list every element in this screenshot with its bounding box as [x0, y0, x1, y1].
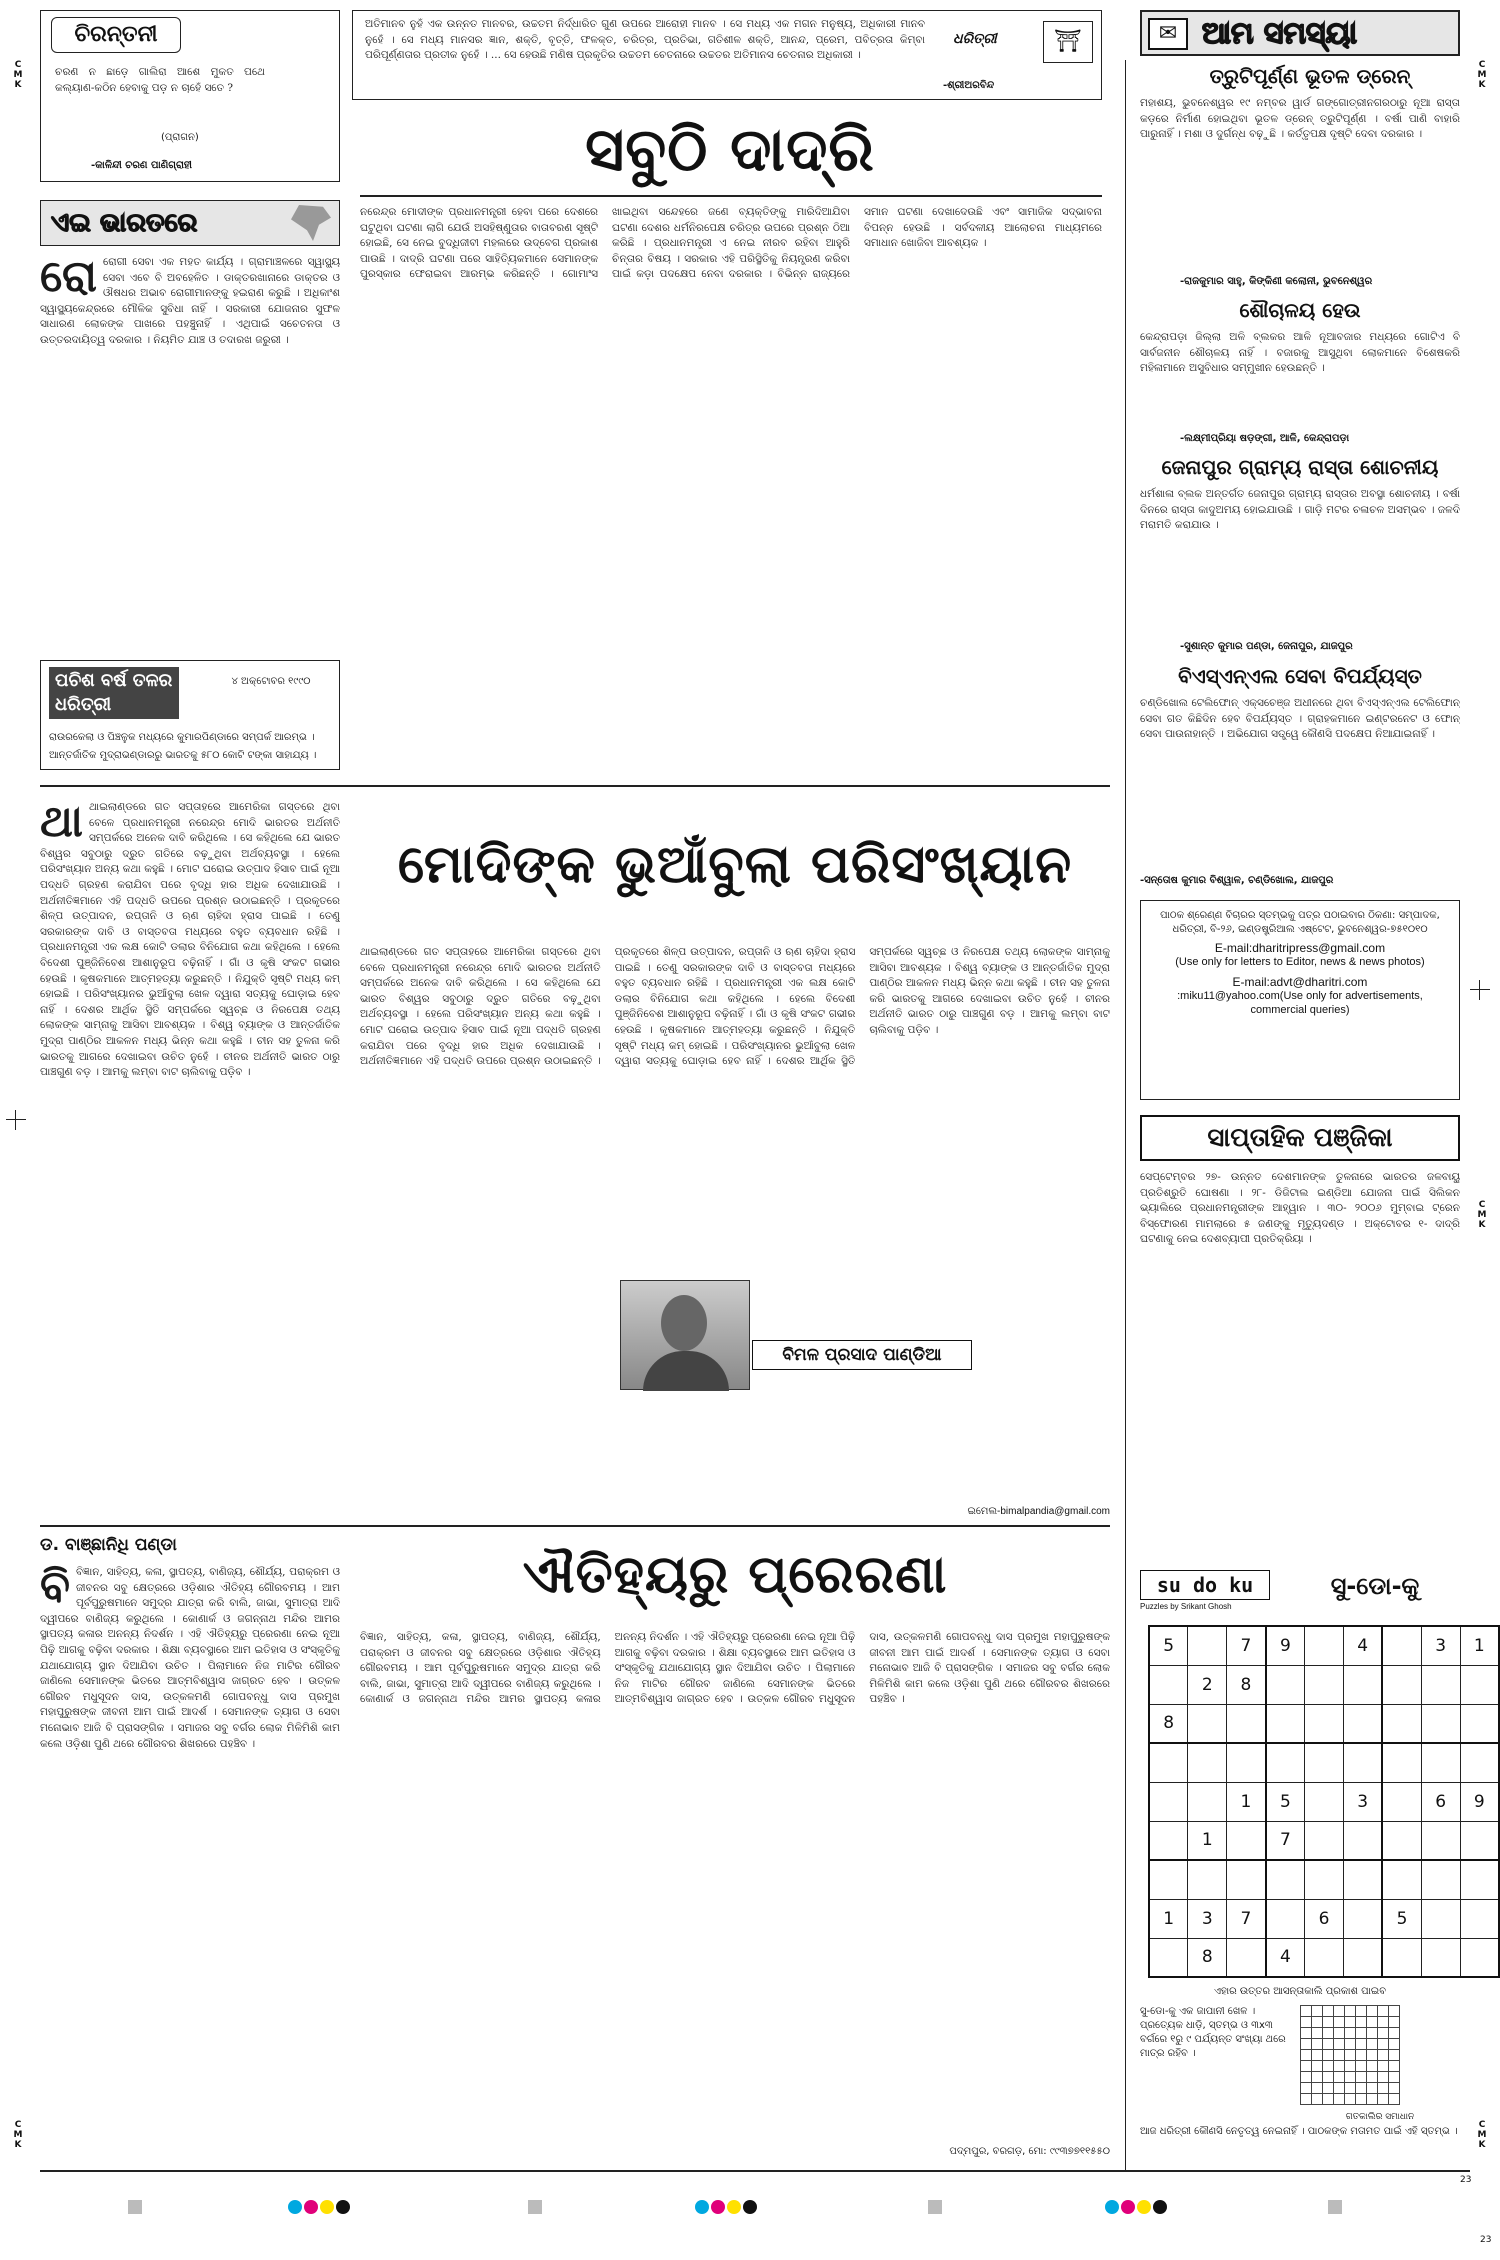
- sudoku-cell[interactable]: [1305, 1743, 1344, 1782]
- ama-samasya-title: ଆମ ସମସ୍ୟା: [1202, 16, 1358, 51]
- contact-note1: (Use only for letters to Editor, news & news photos): [1175, 956, 1425, 968]
- sudoku-cell[interactable]: 7: [1227, 1899, 1266, 1938]
- sudoku-prev-row: [1301, 2039, 1400, 2050]
- sudoku-prev-cell: [1323, 2006, 1334, 2017]
- sudoku-cell[interactable]: 3: [1421, 1626, 1460, 1665]
- sudoku-cell[interactable]: [1149, 1938, 1188, 1977]
- sudoku-cell[interactable]: [1305, 1938, 1344, 1977]
- sudoku-prev-cell: [1345, 2039, 1356, 2050]
- sudoku-prev-cell: [1378, 2072, 1389, 2083]
- color-bar-gray-2: [528, 2200, 542, 2214]
- sudoku-cell[interactable]: [1421, 1938, 1460, 1977]
- sudoku-cell[interactable]: [1305, 1665, 1344, 1704]
- sudoku-cell[interactable]: 1: [1149, 1899, 1188, 1938]
- sudoku-prev-cell: [1389, 2050, 1400, 2061]
- sudoku-cell[interactable]: [1382, 1626, 1421, 1665]
- abhibharat-header: [40, 200, 340, 246]
- sudoku-cell[interactable]: [1343, 1665, 1382, 1704]
- sudoku-cell[interactable]: [1421, 1899, 1460, 1938]
- sudoku-prev-cell: [1378, 2017, 1389, 2028]
- sudoku-row: [1149, 1704, 1499, 1743]
- sudoku-cell[interactable]: [1188, 1782, 1227, 1821]
- envelope-icon: ✉: [1148, 18, 1188, 50]
- sudoku-row: [1149, 1665, 1499, 1704]
- sudoku-prev-cell: [1334, 2072, 1345, 2083]
- sudoku-cell[interactable]: 8: [1227, 1665, 1266, 1704]
- sudoku-prev-cell: [1356, 2083, 1367, 2094]
- letter1-text: ମହାଶୟ, ଭୁବନେଶ୍ୱର ୧୯ ନମ୍ବର ୱାର୍ଡ ଗଙ୍ଗୋତ୍ରୀନଗରଠାରୁ ନୂଆ ରାସ୍ତା କଡ଼ରେ ନିର୍ମାଣ ହୋଇଥିବା ଭୂତଳ ଡ୍ରେନ୍ ତ୍ରୁଟିପୂର୍ଣ୍ଣ । ବର୍ଷା ପାଣି ବାହାରି ପାରୁନାହିଁ । ମଶା ଓ ଦୁର୍ଗନ୍ଧ ବଢ଼ୁଛି । କର୍ତ୍ତୃପକ୍ଷ ଦୃଷ୍ଟି ଦେବା ଦରକାର ।: [1140, 97, 1460, 141]
- sudoku-prev-cell: [1301, 2094, 1312, 2105]
- ama-samasya-banner: [1140, 10, 1460, 56]
- bottom-article-headline: ଐତିହ୍ୟରୁ ପ୍ରେରଣା: [522, 1545, 948, 1605]
- crosshair-left-mid: [6, 1110, 26, 1130]
- sudoku-prev-cell: [1378, 2061, 1389, 2072]
- sudoku-prev-cell: [1345, 2006, 1356, 2017]
- sudoku-prev-cell: [1389, 2039, 1400, 2050]
- sudoku-cell[interactable]: [1227, 1938, 1266, 1977]
- chirantani-quote: ଚରଣ ନ ଛାଡ଼େ ଗାଲିରା ଆଶେ ମୁକତ ପଥେ କଲ୍ୟାଣ-କଠିନ ହେବାକୁ ପଡ଼ ନ ଚାହେଁ ସତେ ?: [55, 66, 265, 94]
- sudoku-cell[interactable]: [1421, 1665, 1460, 1704]
- sudoku-cell[interactable]: [1343, 1899, 1382, 1938]
- sudoku-prev-cell: [1334, 2094, 1345, 2105]
- sudoku-cell[interactable]: 5: [1382, 1899, 1421, 1938]
- editorial-rule: [360, 195, 1102, 197]
- letter4-text: ଚଣ୍ଡିଖୋଲ ଟେଲିଫୋନ୍ ଏକ୍ସଚେଞ୍ଜ ଅଧୀନରେ ଥିବା ବିଏସ୍ଏନ୍ଏଲ ଟେଲିଫୋନ୍ ସେବା ଗତ କିଛିଦିନ ହେବ ବିପର୍ଯ୍ୟସ୍ତ । ଗ୍ରାହକମାନେ ଇଣ୍ଟରନେଟ ଓ ଫୋନ୍ ସେବା ପାଉନାହାନ୍ତି । ଅଭିଯୋଗ ସତ୍ତ୍ୱେ କୌଣସି ପଦକ୍ଷେପ ନିଆଯାଇନାହିଁ ।: [1140, 697, 1460, 741]
- color-dot-magenta-3: [1121, 2200, 1135, 2214]
- sudoku-grid: [1148, 1625, 1500, 1978]
- contact-email2[interactable]: E-mail:advt@dharitri.com: [1232, 975, 1368, 989]
- sudoku-cell[interactable]: 5: [1266, 1782, 1305, 1821]
- sudoku-prev-cell: [1356, 2094, 1367, 2105]
- sudoku-prev-cell: [1312, 2061, 1323, 2072]
- sudoku-cell[interactable]: [1382, 1743, 1421, 1782]
- sudoku-row: [1149, 1860, 1499, 1899]
- sudoku-prev-cell: [1345, 2061, 1356, 2072]
- sudoku-prev-cell: [1345, 2017, 1356, 2028]
- sudoku-cell[interactable]: [1149, 1782, 1188, 1821]
- main-article-email: ଇମେଲ-bimalpandia@gmail.com: [967, 1506, 1110, 1517]
- sudoku-prev-cell: [1323, 2061, 1334, 2072]
- sudoku-cell[interactable]: [1343, 1704, 1382, 1743]
- editorial-headline: ସବୁଠି ଦାଦ୍ରି: [585, 115, 875, 185]
- sudoku-cell[interactable]: [1149, 1860, 1188, 1899]
- sudoku-footer: ଆଜ ଧରିତ୍ରୀ କୌଣସି ନେତୃତ୍ୱ ନେଇନାହିଁ । ପାଠକଙ୍କ ମତାମତ ପାଇଁ ଏହି ସ୍ତମ୍ଭ ।: [1140, 2126, 1458, 2137]
- reg-mark-cmyk-left-bottom: C M K: [13, 2120, 23, 2150]
- sudoku-prev-cell: [1345, 2083, 1356, 2094]
- bottom-article-dropcap: ବି: [40, 1565, 71, 1612]
- sudoku-sub: Puzzles by Srikant Ghosh: [1140, 1602, 1232, 1611]
- sudoku-cell[interactable]: [1421, 1821, 1460, 1860]
- sudoku-brand: su do ku: [1140, 1570, 1270, 1600]
- sudoku-cell[interactable]: [1227, 1821, 1266, 1860]
- sudoku-prev-cell: [1334, 2028, 1345, 2039]
- sudoku-cell[interactable]: [1460, 1860, 1499, 1899]
- abhibharat-body: ରୋଗୀ ସେବା ଏକ ମହତ କାର୍ଯ୍ୟ । ଗ୍ରାମାଞ୍ଚଳରେ ସ୍ୱାସ୍ଥ୍ୟ ସେବା ଏବେ ବି ଅବହେଳିତ । ଡାକ୍ତରଖାନାରେ ଡାକ୍ତର ଓ ଔଷଧର ଅଭାବ ରୋଗୀମାନଙ୍କୁ ହଇରାଣ କରୁଛି । ଅଧିକାଂଶ ସ୍ୱାସ୍ଥ୍ୟକେନ୍ଦ୍ରରେ ମୌଳିକ ସୁବିଧା ନାହିଁ । ସରକାରୀ ଯୋଜନାର ସୁଫଳ ସାଧାରଣ ଲୋକଙ୍କ ପାଖରେ ପହଞ୍ଚୁନାହିଁ । ଏଥିପାଇଁ ସଚେତନତା ଓ ଉତ୍ତରଦାୟିତ୍ୱ ଦରକାର । ନିୟମିତ ଯାଞ୍ଚ ଓ ତଦାରଖ ଜରୁରୀ ।: [40, 256, 340, 346]
- page-number: 23: [1460, 2175, 1472, 2185]
- sudoku-cell[interactable]: [1460, 1665, 1499, 1704]
- sudoku-prev-cell: [1334, 2050, 1345, 2061]
- center-quote-box: [352, 10, 1102, 100]
- sudoku-prev-cell: [1389, 2017, 1400, 2028]
- sudoku-cell[interactable]: [1460, 1704, 1499, 1743]
- sudoku-cell[interactable]: [1227, 1860, 1266, 1899]
- sudoku-prev-cell: [1323, 2028, 1334, 2039]
- sudoku-cell[interactable]: 8: [1188, 1938, 1227, 1977]
- sudoku-cell[interactable]: [1188, 1626, 1227, 1665]
- sudoku-prev-cell: [1345, 2028, 1356, 2039]
- letter3-title: ଜେନାପୁର ଗ୍ରାମ୍ୟ ରାସ୍ତା ଶୋଚନୀୟ: [1161, 455, 1439, 479]
- sudoku-prev-cell: [1345, 2072, 1356, 2083]
- sudoku-prev-cell: [1356, 2017, 1367, 2028]
- sudoku-prev-row: [1301, 2072, 1400, 2083]
- weekly-title: ସାପ୍ତାହିକ ପଞ୍ଜିକା: [1140, 1115, 1460, 1161]
- color-dot-cyan-3: [1105, 2200, 1119, 2214]
- color-dot-yellow-3: [1137, 2200, 1151, 2214]
- author-photo-body: [643, 1351, 729, 1391]
- sudoku-prev-cell: [1378, 2039, 1389, 2050]
- abhibharat-dropcap: ରୋ: [40, 255, 98, 302]
- reg-mark-cmyk-right-mid: C M K: [1477, 1200, 1487, 1230]
- sudoku-row: [1149, 1626, 1499, 1665]
- sudoku-prev-cell: [1367, 2028, 1378, 2039]
- sudoku-row: [1149, 1899, 1499, 1938]
- sudoku-cell[interactable]: [1149, 1821, 1188, 1860]
- color-dot-black-2: [743, 2200, 757, 2214]
- sudoku-cell[interactable]: [1382, 1860, 1421, 1899]
- sudoku-cell[interactable]: 4: [1343, 1626, 1382, 1665]
- sudoku-prev-cell: [1356, 2039, 1367, 2050]
- right-column-rule: [1125, 60, 1126, 2170]
- sudoku-note: ଏହାର ଉତ୍ତର ଆସନ୍ତାକାଲି ପ୍ରକାଶ ପାଇବ: [1213, 1986, 1387, 1997]
- sudoku-cell[interactable]: 3: [1343, 1782, 1382, 1821]
- sudoku-prev-cell: [1378, 2083, 1389, 2094]
- sudoku-prev-row: [1301, 2017, 1400, 2028]
- sudoku-prev-row: [1301, 2061, 1400, 2072]
- sudoku-prev-grid: [1300, 2005, 1400, 2105]
- color-dot-yellow-1: [320, 2200, 334, 2214]
- letter2-sign: -ଲକ୍ଷ୍ମୀପ୍ରିୟା ଷଡ଼ଙ୍ଗୀ, ଆଳି, କେନ୍ଦ୍ରାପଡ଼ା: [1180, 433, 1350, 444]
- sudoku-prev-cell: [1389, 2072, 1400, 2083]
- sudoku-cell[interactable]: 3: [1188, 1899, 1227, 1938]
- chirantani-box: [40, 10, 340, 182]
- sudoku-cell[interactable]: [1343, 1743, 1382, 1782]
- sudoku-cell[interactable]: [1188, 1860, 1227, 1899]
- main-article-body-1: ଥାଇଲାଣ୍ଡରେ ଗତ ସପ୍ତାହରେ ଆମେରିକା ଗସ୍ତରେ ଥିବା ବେଳେ ପ୍ରଧାନମନ୍ତ୍ରୀ ନରେନ୍ଦ୍ର ମୋଦି ଭାରତର ଅର୍ଥନୀତି ସମ୍ପର୍କରେ ଅନେକ ଦାବି କରିଥିଲେ । ସେ କହିଥିଲେ ଯେ ଭାରତ ବିଶ୍ୱର ସବୁଠାରୁ ଦ୍ରୁତ ଗତିରେ ବଢ଼ୁଥିବା ଅର୍ଥବ୍ୟବସ୍ଥା । ହେଲେ ପରିସଂଖ୍ୟାନ ଅନ୍ୟ କଥା କହୁଛି । ମୋଟ ଘରୋଇ ଉତ୍ପାଦ ହିସାବ ପାଇଁ ନୂଆ ପଦ୍ଧତି ଗ୍ରହଣ କରାଯିବା ପରେ ବୃଦ୍ଧି ହାର ଅଧିକ ଦେଖାଯାଉଛି । ଅର୍ଥନୀତିଜ୍ଞମାନେ ଏହି ପଦ୍ଧତି ଉପରେ ପ୍ରଶ୍ନ ଉଠାଇଛନ୍ତି । ପ୍ରକୃତରେ ଶିଳ୍ପ ଉତ୍ପାଦନ, ରପ୍ତାନି ଓ ଋଣ ଚାହିଦା ହ୍ରାସ ପାଇଛି । ତେଣୁ ସରକାରଙ୍କ ଦାବି ଓ ବାସ୍ତବତା ମଧ୍ୟରେ ବହୁତ ବ୍ୟବଧାନ ରହିଛି । ପ୍ରଧାନମନ୍ତ୍ରୀ ଏକ ଲକ୍ଷ କୋଟି ଡଲାର ବିନିଯୋଗ କଥା କହିଥିଲେ । ହେଲେ ବିଦେଶୀ ପୁଞ୍ଜିନିବେଶ ଆଶାନୁରୂପ ବଢ଼ିନାହିଁ । ଗାଁ ଓ କୃଷି ସଂକଟ ଗଭୀର ହେଉଛି । କୃଷକମାନେ ଆତ୍ମହତ୍ୟା କରୁଛନ୍ତି । ନିଯୁକ୍ତି ସୃଷ୍ଟି ମଧ୍ୟ କମ୍ ହୋଇଛି । ପରିସଂଖ୍ୟାନର ଭୁଆଁବୁଲା ଖେଳ ଦ୍ୱାରା ସତ୍ୟକୁ ଘୋଡ଼ାଇ ହେବ ନାହିଁ । ଦେଶର ଆର୍ଥିକ ସ୍ଥିତି ସମ୍ପର୍କରେ ସ୍ୱଚ୍ଛ ଓ ନିରପେକ୍ଷ ତଥ୍ୟ ଲୋକଙ୍କ ସାମ୍ନାକୁ ଆସିବା ଆବଶ୍ୟକ । ବିଶ୍ୱ ବ୍ୟାଙ୍କ ଓ ଆନ୍ତର୍ଜାତିକ ମୁଦ୍ରା ପାଣ୍ଠିର ଆକଳନ ମଧ୍ୟ ଭିନ୍ନ କଥା କହୁଛି । ଚୀନ ସହ ତୁଳନା କରି ଭାରତକୁ ଆଗରେ ଦେଖାଇବା ଉଚିତ ନୁହେଁ । ଚୀନର ଅର୍ଥନୀତି ଭାରତ ଠାରୁ ପାଞ୍ଚଗୁଣ ବଡ଼ । ଆମକୁ ଲମ୍ବା ବାଟ ଚାଲିବାକୁ ପଡ଼ିବ ।: [40, 801, 340, 1079]
- main-article-author: ବିମଳ ପ୍ରସାଦ ପାଣ୍ଡିଆ: [752, 1340, 972, 1370]
- india-map-icon: [291, 205, 331, 241]
- sudoku-prev-cell: [1323, 2072, 1334, 2083]
- sudoku-prev-cell: [1301, 2061, 1312, 2072]
- sudoku-prev-cell: [1345, 2094, 1356, 2105]
- sudoku-cell[interactable]: [1305, 1626, 1344, 1665]
- sudoku-cell[interactable]: [1343, 1860, 1382, 1899]
- sudoku-cell[interactable]: [1305, 1782, 1344, 1821]
- letter4-title: ବିଏସ୍ଏନ୍ଏଲ ସେବା ବିପର୍ଯ୍ୟସ୍ତ: [1178, 664, 1422, 688]
- sudoku-prev-cell: [1356, 2028, 1367, 2039]
- sudoku-cell[interactable]: [1460, 1821, 1499, 1860]
- bottom-rule: [40, 2170, 1470, 2172]
- sudoku-cell[interactable]: 1: [1227, 1782, 1266, 1821]
- chirantani-author: -କାଳିନ୍ଦୀ ଚରଣ ପାଣିଗ୍ରାହୀ: [91, 160, 192, 171]
- sudoku-cell[interactable]: [1305, 1860, 1344, 1899]
- sudoku-cell[interactable]: [1266, 1743, 1305, 1782]
- sudoku-prev-cell: [1356, 2050, 1367, 2061]
- sudoku-prev-cell: [1323, 2039, 1334, 2050]
- main-article-leftcol: [40, 800, 340, 1520]
- sudoku-cell[interactable]: [1343, 1938, 1382, 1977]
- color-bar-gray-3: [928, 2200, 942, 2214]
- sudoku-prev-cell: [1367, 2083, 1378, 2094]
- sudoku-cell[interactable]: [1227, 1704, 1266, 1743]
- sudoku-cell[interactable]: 5: [1149, 1626, 1188, 1665]
- bottom-article-body-2: ବିଜ୍ଞାନ, ସାହିତ୍ୟ, କଳା, ସ୍ଥାପତ୍ୟ, ବାଣିଜ୍ୟ, ଶୌର୍ଯ୍ୟ, ପରାକ୍ରମ ଓ ଜୀବନର ସବୁ କ୍ଷେତ୍ରରେ ଓଡ଼ିଶାର ଐତିହ୍ୟ ଗୌରବମୟ । ଆମ ପୂର୍ବପୁରୁଷମାନେ ସମୁଦ୍ର ଯାତ୍ରା କରି ବାଲି, ଜାଭା, ସୁମାତ୍ରା ଆଦି ଦ୍ୱୀପରେ ବାଣିଜ୍ୟ କରୁଥିଲେ । କୋଣାର୍କ ଓ ଜଗନ୍ନାଥ ମନ୍ଦିର ଆମର ସ୍ଥାପତ୍ୟ କଳାର ଅନନ୍ୟ ନିଦର୍ଶନ । ଏହି ଐତିହ୍ୟରୁ ପ୍ରେରଣା ନେଇ ନୂଆ ପିଢ଼ି ଆଗକୁ ବଢ଼ିବା ଦରକାର । ଶିକ୍ଷା ବ୍ୟବସ୍ଥାରେ ଆମ ଇତିହାସ ଓ ସଂସ୍କୃତିକୁ ଯଥାଯୋଗ୍ୟ ସ୍ଥାନ ଦିଆଯିବା ଉଚିତ । ପିଲାମାନେ ନିଜ ମାଟିର ଗୌରବ ଜାଣିଲେ ସେମାନଙ୍କ ଭିତରେ ଆତ୍ମବିଶ୍ୱାସ ଜାଗ୍ରତ ହେବ । ଉତ୍କଳ ଗୌରବ ମଧୁସୂଦନ ଦାସ, ଉତ୍କଳମଣି ଗୋପବନ୍ଧୁ ଦାସ ପ୍ରମୁଖ ମହାପୁରୁଷଙ୍କ ଜୀବନୀ ଆମ ପାଇଁ ଆଦର୍ଶ । ସେମାନଙ୍କ ତ୍ୟାଗ ଓ ସେବା ମନୋଭାବ ଆଜି ବି ପ୍ରାସଙ୍ଗିକ । ସମାଜର ସବୁ ବର୍ଗର ଲୋକ ମିଳିମିଶି କାମ କଲେ ଓଡ଼ିଶା ପୁଣି ଥରେ ଗୌରବର ଶିଖରରେ ପହଞ୍ଚିବ ।: [360, 1631, 1110, 1706]
- sudoku-prev-cell: [1312, 2006, 1323, 2017]
- letter3-sign: -ସୁଶାନ୍ତ କୁମାର ପଣ୍ଡା, ଜେନାପୁର, ଯାଜପୁର: [1180, 641, 1353, 652]
- contact-box: [1140, 900, 1460, 1100]
- main-article-headline: ମୋଦିଙ୍କ ଭୁଆଁବୁଲା ପରିସଂଖ୍ୟାନ: [397, 835, 1073, 895]
- reg-mark-cmyk-right-bottom: C M K: [1477, 2120, 1487, 2150]
- sudoku-prev-cell: [1367, 2039, 1378, 2050]
- color-bar-gray-1: [128, 2200, 142, 2214]
- sudoku-prev-cell: [1389, 2006, 1400, 2017]
- color-dot-magenta-1: [304, 2200, 318, 2214]
- contact-email1[interactable]: E-mail:dharitripress@gmail.com: [1214, 941, 1386, 955]
- sudoku-cell[interactable]: [1382, 1782, 1421, 1821]
- bottom-article-author: ଡ. ବାଞ୍ଛାନିଧି ପଣ୍ଡା: [40, 1535, 177, 1555]
- dharitri-logo-text: ଧରିତ୍ରୀ: [953, 31, 997, 47]
- sudoku-prev-cell: [1312, 2094, 1323, 2105]
- sudoku-cell[interactable]: 1: [1188, 1821, 1227, 1860]
- sudoku-cell[interactable]: [1421, 1743, 1460, 1782]
- sudoku-cell[interactable]: [1149, 1665, 1188, 1704]
- sudoku-prev-cell: [1378, 2028, 1389, 2039]
- sudoku-prev-cell: [1334, 2006, 1345, 2017]
- sudoku-cell[interactable]: [1382, 1938, 1421, 1977]
- sudoku-prev-cell: [1367, 2061, 1378, 2072]
- sudoku-prev-cell: [1301, 2039, 1312, 2050]
- sudoku-cell[interactable]: [1382, 1821, 1421, 1860]
- dharitri-25-item2: ଆନ୍ତର୍ଜାତିକ ମୁଦ୍ରାଭଣ୍ଡାରରୁ ଭାରତକୁ ୫୮୦ କୋଟି ଟଙ୍କା ସାହାଯ୍ୟ ।: [49, 750, 317, 761]
- sudoku-cell[interactable]: [1188, 1704, 1227, 1743]
- crosshair-right-mid: [1470, 980, 1490, 1000]
- sudoku-prev-cell: [1334, 2061, 1345, 2072]
- sudoku-row: [1149, 1821, 1499, 1860]
- sudoku-prev-label: ଗତକାଲିର ସମାଧାନ: [1345, 2112, 1415, 2122]
- sudoku-prev-row: [1301, 2094, 1400, 2105]
- sudoku-prev-cell: [1334, 2017, 1345, 2028]
- top-section-rule: [40, 785, 1110, 787]
- main-article-body-2: ଥାଇଲାଣ୍ଡରେ ଗତ ସପ୍ତାହରେ ଆମେରିକା ଗସ୍ତରେ ଥିବା ବେଳେ ପ୍ରଧାନମନ୍ତ୍ରୀ ନରେନ୍ଦ୍ର ମୋଦି ଭାରତର ଅର୍ଥନୀତି ସମ୍ପର୍କରେ ଅନେକ ଦାବି କରିଥିଲେ । ସେ କହିଥିଲେ ଯେ ଭାରତ ବିଶ୍ୱର ସବୁଠାରୁ ଦ୍ରୁତ ଗତିରେ ବଢ଼ୁଥିବା ଅର୍ଥବ୍ୟବସ୍ଥା । ହେଲେ ପରିସଂଖ୍ୟାନ ଅନ୍ୟ କଥା କହୁଛି । ମୋଟ ଘରୋଇ ଉତ୍ପାଦ ହିସାବ ପାଇଁ ନୂଆ ପଦ୍ଧତି ଗ୍ରହଣ କରାଯିବା ପରେ ବୃଦ୍ଧି ହାର ଅଧିକ ଦେଖାଯାଉଛି । ଅର୍ଥନୀତିଜ୍ଞମାନେ ଏହି ପଦ୍ଧତି ଉପରେ ପ୍ରଶ୍ନ ଉଠାଇଛନ୍ତି । ପ୍ରକୃତରେ ଶିଳ୍ପ ଉତ୍ପାଦନ, ରପ୍ତାନି ଓ ଋଣ ଚାହିଦା ହ୍ରାସ ପାଇଛି । ତେଣୁ ସରକାରଙ୍କ ଦାବି ଓ ବାସ୍ତବତା ମଧ୍ୟରେ ବହୁତ ବ୍ୟବଧାନ ରହିଛି । ପ୍ରଧାନମନ୍ତ୍ରୀ ଏକ ଲକ୍ଷ କୋଟି ଡଲାର ବିନିଯୋଗ କଥା କହିଥିଲେ । ହେଲେ ବିଦେଶୀ ପୁଞ୍ଜିନିବେଶ ଆଶାନୁରୂପ ବଢ଼ିନାହିଁ । ଗାଁ ଓ କୃଷି ସଂକଟ ଗଭୀର ହେଉଛି । କୃଷକମାନେ ଆତ୍ମହତ୍ୟା କରୁଛନ୍ତି । ନିଯୁକ୍ତି ସୃଷ୍ଟି ମଧ୍ୟ କମ୍ ହୋଇଛି । ପରିସଂଖ୍ୟାନର ଭୁଆଁବୁଲା ଖେଳ ଦ୍ୱାରା ସତ୍ୟକୁ ଘୋଡ଼ାଇ ହେବ ନାହିଁ । ଦେଶର ଆର୍ଥିକ ସ୍ଥିତି ସମ୍ପର୍କରେ ସ୍ୱଚ୍ଛ ଓ ନିରପେକ୍ଷ ତଥ୍ୟ ଲୋକଙ୍କ ସାମ୍ନାକୁ ଆସିବା ଆବଶ୍ୟକ । ବିଶ୍ୱ ବ୍ୟାଙ୍କ ଓ ଆନ୍ତର୍ଜାତିକ ମୁଦ୍ରା ପାଣ୍ଠିର ଆକଳନ ମଧ୍ୟ ଭିନ୍ନ କଥା କହୁଛି । ଚୀନ ସହ ତୁଳନା କରି ଭାରତକୁ ଆଗରେ ଦେଖାଇବା ଉଚିତ ନୁହେଁ । ଚୀନର ଅର୍ଥନୀତି ଭାରତ ଠାରୁ ପାଞ୍ଚଗୁଣ ବଡ଼ । ଆମକୁ ଲମ୍ବା ବାଟ ଚାଲିବାକୁ ପଡ଼ିବ ।: [360, 946, 1110, 1068]
- sudoku-prev-cell: [1312, 2039, 1323, 2050]
- letter4-sign: -ସନ୍ତୋଷ କୁମାର ବିଶ୍ୱାଳ, ଚଣ୍ଡିଖୋଲ, ଯାଜପୁର: [1140, 875, 1334, 886]
- color-dot-cyan-1: [288, 2200, 302, 2214]
- sudoku-prev-cell: [1334, 2039, 1345, 2050]
- sudoku-prev-cell: [1389, 2094, 1400, 2105]
- sudoku-cell[interactable]: 4: [1266, 1938, 1305, 1977]
- sudoku-prev-cell: [1301, 2050, 1312, 2061]
- sudoku-cell[interactable]: [1382, 1704, 1421, 1743]
- dharitri-25-item1: ରାଉରକେଲା ଓ ପିଞ୍ଚଳୁକ ମଧ୍ୟରେ କୁମାରପିଣ୍ଡାରେ ସମ୍ପର୍କ ଆରମ୍ଭ ।: [49, 732, 315, 743]
- sudoku-prev-row: [1301, 2050, 1400, 2061]
- contact-email3[interactable]: :miku11@yahoo.com(Use only for advertisements, commercial queries): [1177, 990, 1423, 1016]
- dharitri-25-box: [40, 660, 340, 770]
- letter2-text: କେନ୍ଦ୍ରାପଡ଼ା ଜିଲ୍ଲା ଅଳି ବ୍ଲକର ଆଳି ନୂଆବଜାର ମଧ୍ୟରେ ଗୋଟିଏ ବି ସାର୍ବଜନୀନ ଶୌଚାଳୟ ନାହିଁ । ବଜାରକୁ ଆସୁଥିବା ଲୋକମାନେ ବିଶେଷକରି ମହିଳାମାନେ ଅସୁବିଧାର ସମ୍ମୁଖୀନ ହେଉଛନ୍ତି ।: [1140, 331, 1460, 375]
- sudoku-prev-wrap: [1300, 2005, 1400, 2105]
- sudoku-cell[interactable]: 9: [1266, 1626, 1305, 1665]
- sudoku-prev-cell: [1301, 2083, 1312, 2094]
- author-photo: [620, 1280, 750, 1390]
- editorial-body: ନରେନ୍ଦ୍ର ମୋଦୀଙ୍କ ପ୍ରଧାନମନ୍ତ୍ରୀ ହେବା ପରେ ଦେଶରେ ଘଟୁଥିବା ଘଟଣା ଲାଗି ଯେଉଁ ଅସହିଷ୍ଣୁତାର ବାତାବରଣ ସୃଷ୍ଟି ହୋଇଛି, ସେ ନେଇ ବୁଦ୍ଧିଜୀବୀ ମହଲରେ ଉଦ୍‌ବେଗ ପ୍ରକାଶ ପାଉଛି । ଦାଦ୍ରି ଘଟଣା ପରେ ସାହିତ୍ୟିକମାନେ ସେମାନଙ୍କ ପୁରସ୍କାର ଫେରାଇବା ଆରମ୍ଭ କରିଛନ୍ତି । ଗୋମାଂସ ଖାଇଥିବା ସନ୍ଦେହରେ ଜଣେ ବ୍ୟକ୍ତିଙ୍କୁ ମାରିଦିଆଯିବା ଘଟଣା ଦେଶର ଧର୍ମନିରପେକ୍ଷ ଚରିତ୍ର ଉପରେ ପ୍ରଶ୍ନ ଠିଆ କରିଛି । ପ୍ରଧାନମନ୍ତ୍ରୀ ଏ ନେଇ ନୀରବ ରହିବା ଆହୁରି ଚିନ୍ତାର ବିଷୟ । ସରକାର ଏହି ପରିସ୍ଥିତିକୁ ନିୟନ୍ତ୍ରଣ କରିବା ପାଇଁ କଡ଼ା ପଦକ୍ଷେପ ନେବା ଦରକାର । ବିଭିନ୍ନ ରାଜ୍ୟରେ ସମାନ ଘଟଣା ଦେଖାଦେଉଛି ଏବଂ ସାମାଜିକ ସଦ୍‌ଭାବନା ବିପନ୍ନ ହେଉଛି । ସର୍ବଦଳୀୟ ଆଲୋଚନା ମାଧ୍ୟମରେ ସମାଧାନ ଖୋଜିବା ଆବଶ୍ୟକ ।: [360, 206, 1102, 281]
- sudoku-prev-cell: [1378, 2006, 1389, 2017]
- sudoku-cell[interactable]: [1188, 1743, 1227, 1782]
- sudoku-prev-row: [1301, 2083, 1400, 2094]
- sudoku-prev-cell: [1312, 2028, 1323, 2039]
- sudoku-prev-cell: [1323, 2083, 1334, 2094]
- letter1-title: ତ୍ରୁଟିପୂର୍ଣ୍ଣ ଭୂତଳ ଡ୍ରେନ୍: [1209, 64, 1411, 88]
- sudoku-prev-cell: [1378, 2094, 1389, 2105]
- sudoku-prev-cell: [1378, 2050, 1389, 2061]
- sudoku-prev-cell: [1323, 2050, 1334, 2061]
- sudoku-rules: ସୁ-ଡୋ-କୁ ଏକ ଜାପାନୀ ଖେଳ । ପ୍ରତ୍ୟେକ ଧାଡ଼ି, ସ୍ତମ୍ଭ ଓ ୩x୩ ବର୍ଗରେ ୧ରୁ ୯ ପର୍ଯ୍ୟନ୍ତ ସଂଖ୍ୟା ଥରେ ମାତ୍ର ରହିବ ।: [1140, 2006, 1286, 2059]
- author-photo-face: [661, 1295, 707, 1351]
- weekly-text: ସେପ୍ଟେମ୍ବର ୨୭- ଉନ୍ନତ ଦେଶମାନଙ୍କ ତୁଳନାରେ ଭାରତର ଜଳବାୟୁ ପ୍ରତିଶ୍ରୁତି ଘୋଷଣା । ୨୮- ଡିଜିଟାଲ ଇଣ୍ଡିଆ ଯୋଜନା ପାଇଁ ସିଲିକନ ଭ୍ୟାଲିରେ ପ୍ରଧାନମନ୍ତ୍ରୀଙ୍କ ଆହ୍ୱାନ । ୩୦- ୨୦୦୬ ମୁମ୍ବାଇ ଟ୍ରେନ ବିସ୍ଫୋରଣ ମାମଲାରେ ୫ ଜଣଙ୍କୁ ମୃତ୍ୟୁଦଣ୍ଡ । ଅକ୍ଟୋବର ୧- ଦାଦ୍ରି ଘଟଣାକୁ ନେଇ ଦେଶବ୍ୟାପୀ ପ୍ରତିକ୍ରିୟା ।: [1140, 1171, 1460, 1246]
- sudoku-title: ସୁ-ଡୋ-କୁ: [1330, 1572, 1420, 1600]
- chirantani-title: ଚିରନ୍ତନୀ: [51, 17, 181, 53]
- center-quote-author: -ଶ୍ରୀଅରବିନ୍ଦ: [943, 80, 995, 91]
- sudoku-prev-cell: [1389, 2083, 1400, 2094]
- sudoku-prev-cell: [1301, 2017, 1312, 2028]
- sudoku-prev-cell: [1301, 2072, 1312, 2083]
- sudoku-cell[interactable]: [1149, 1743, 1188, 1782]
- sudoku-prev-row: [1301, 2028, 1400, 2039]
- letter2-title: ଶୌଚାଳୟ ହେଉ: [1239, 298, 1361, 322]
- color-dot-black-3: [1153, 2200, 1167, 2214]
- sudoku-prev-cell: [1356, 2006, 1367, 2017]
- letter1-sign: -ରାଜକୁମାର ସାହୁ, କିଙ୍କିଣୀ କଲୋନୀ, ଭୁବନେଶ୍ୱର: [1180, 276, 1373, 287]
- sudoku-cell[interactable]: 1: [1460, 1626, 1499, 1665]
- sudoku-prev-cell: [1345, 2050, 1356, 2061]
- sudoku-row: [1149, 1743, 1499, 1782]
- contact-text: ପାଠକ ଶ୍ରେଣ୍ଣ ବିଚାରର ସ୍ତମ୍ଭକୁ ପତ୍ର ପଠାଇବାର ଠିକଣା: ସମ୍ପାଦକ, ଧରିତ୍ରୀ, ବି-୨୬, ଇଣ୍ଡଷ୍ଟ୍ରିଆଲ ଏଷ୍ଟେଟ, ଭୁବନେଶ୍ୱର-୭୫୧୦୧୦: [1160, 910, 1440, 935]
- main-article-dropcap: ଥା: [40, 800, 83, 847]
- sudoku-prev-cell: [1389, 2061, 1400, 2072]
- chirantani-source: (ପ୍ରାଗନ): [161, 132, 199, 143]
- sudoku-cell[interactable]: [1266, 1665, 1305, 1704]
- page-number-bottom: 23: [1480, 2235, 1492, 2245]
- sudoku-prev-cell: [1389, 2028, 1400, 2039]
- sudoku-cell[interactable]: [1266, 1860, 1305, 1899]
- sudoku-prev-cell: [1356, 2072, 1367, 2083]
- sudoku-row: [1149, 1782, 1499, 1821]
- sudoku-cell[interactable]: 9: [1460, 1782, 1499, 1821]
- bottom-article-byline: ପଦ୍ମପୁର, ବରଗଡ଼, ମୋ: ୯୯୩୭୭୧୧୫୫୦: [949, 2146, 1110, 2157]
- dharitri-logo-icon: ⛩: [1043, 21, 1093, 63]
- sudoku-prev-cell: [1312, 2083, 1323, 2094]
- main-section-rule: [40, 1525, 1110, 1527]
- sudoku-prev-cell: [1367, 2072, 1378, 2083]
- sudoku-cell[interactable]: [1460, 1938, 1499, 1977]
- sudoku-prev-cell: [1334, 2083, 1345, 2094]
- reg-mark-cmyk-right-top: C M K: [1477, 60, 1487, 90]
- sudoku-prev-cell: [1301, 2006, 1312, 2017]
- sudoku-prev-cell: [1312, 2072, 1323, 2083]
- dharitri-25-date: ୪ ଅକ୍ଟୋବର ୧୯୯୦: [231, 676, 311, 687]
- sudoku-cell[interactable]: [1266, 1704, 1305, 1743]
- sudoku-prev-cell: [1367, 2006, 1378, 2017]
- sudoku-grid-wrap: [1148, 1625, 1500, 1978]
- sudoku-cell[interactable]: [1460, 1743, 1499, 1782]
- sudoku-cell[interactable]: [1421, 1704, 1460, 1743]
- sudoku-cell[interactable]: 7: [1266, 1821, 1305, 1860]
- sudoku-cell[interactable]: [1382, 1665, 1421, 1704]
- center-quote: ଅତିମାନବ ନୁହଁ ଏକ ଉନ୍ନତ ମାନବର, ଉଚ୍ଚତମ ନିର୍ଦ୍ଧାରିତ ଗୁଣ ଉପରେ ଆରୋହୀ ମାନବ । ସେ ମଧ୍ୟ ଏକ ମଗନ ମନୁଷ୍ୟ, ଅଧିକାରୀ ମାନବ ନୁହେଁ । ସେ ମଧ୍ୟ ମାନସର ଜ୍ଞାନ, ଶକ୍ତି, ବୃତ୍ତି, ଫଳକ୍ତ, ଚରିତ୍ର, ପ୍ରତିଭା, ଗତିଶୀଳ ଶକ୍ତି, ଆନନ୍ଦ, ପ୍ରେମ, ପବିତ୍ରତା କିମ୍ବା ପରିପୂର୍ଣ୍ଣତାର ପ୍ରତୀକ ନୁହେଁ । ... ସେ ହେଉଛି ମଣିଷ ପ୍ରକୃତିର ଉଚ୍ଚତମ ଚେତନାରେ ଉଚ୍ଚତର ଅତିମାନସ ଚେତନାର ଅଧିକାରୀ ।: [365, 18, 925, 62]
- letter3-text: ଧର୍ମଶାଳା ବ୍ଲକ ଅନ୍ତର୍ଗତ ଜେନାପୁର ଗ୍ରାମ୍ୟ ରାସ୍ତାର ଅବସ୍ଥା ଶୋଚନୀୟ । ବର୍ଷା ଦିନରେ ରାସ୍ତା କାଦୁଅମୟ ହୋଇଯାଉଛି । ଗାଡ଼ି ମଟର ଚଳାଚଳ ଅସମ୍ଭବ । ଜଳଦି ମରାମତି କରାଯାଉ ।: [1140, 488, 1460, 532]
- sudoku-cell[interactable]: 8: [1149, 1704, 1188, 1743]
- sudoku-row: [1149, 1938, 1499, 1977]
- sudoku-cell[interactable]: [1305, 1704, 1344, 1743]
- sudoku-cell[interactable]: [1305, 1821, 1344, 1860]
- bottom-article-leftcol: [40, 1565, 340, 2145]
- sudoku-cell[interactable]: [1421, 1860, 1460, 1899]
- bottom-article-body-1: ବିଜ୍ଞାନ, ସାହିତ୍ୟ, କଳା, ସ୍ଥାପତ୍ୟ, ବାଣିଜ୍ୟ, ଶୌର୍ଯ୍ୟ, ପରାକ୍ରମ ଓ ଜୀବନର ସବୁ କ୍ଷେତ୍ରରେ ଓଡ଼ିଶାର ଐତିହ୍ୟ ଗୌରବମୟ । ଆମ ପୂର୍ବପୁରୁଷମାନେ ସମୁଦ୍ର ଯାତ୍ରା କରି ବାଲି, ଜାଭା, ସୁମାତ୍ରା ଆଦି ଦ୍ୱୀପରେ ବାଣିଜ୍ୟ କରୁଥିଲେ । କୋଣାର୍କ ଓ ଜଗନ୍ନାଥ ମନ୍ଦିର ଆମର ସ୍ଥାପତ୍ୟ କଳାର ଅନନ୍ୟ ନିଦର୍ଶନ । ଏହି ଐତିହ୍ୟରୁ ପ୍ରେରଣା ନେଇ ନୂଆ ପିଢ଼ି ଆଗକୁ ବଢ଼ିବା ଦରକାର । ଶିକ୍ଷା ବ୍ୟବସ୍ଥାରେ ଆମ ଇତିହାସ ଓ ସଂସ୍କୃତିକୁ ଯଥାଯୋଗ୍ୟ ସ୍ଥାନ ଦିଆଯିବା ଉଚିତ । ପିଲାମାନେ ନିଜ ମାଟିର ଗୌରବ ଜାଣିଲେ ସେମାନଙ୍କ ଭିତରେ ଆତ୍ମବିଶ୍ୱାସ ଜାଗ୍ରତ ହେବ । ଉତ୍କଳ ଗୌରବ ମଧୁସୂଦନ ଦାସ, ଉତ୍କଳମଣି ଗୋପବନ୍ଧୁ ଦାସ ପ୍ରମୁଖ ମହାପୁରୁଷଙ୍କ ଜୀବନୀ ଆମ ପାଇଁ ଆଦର୍ଶ । ସେମାନଙ୍କ ତ୍ୟାଗ ଓ ସେବା ମନୋଭାବ ଆଜି ବି ପ୍ରାସଙ୍ଗିକ । ସମାଜର ସବୁ ବର୍ଗର ଲୋକ ମିଳିମିଶି କାମ କଲେ ଓଡ଼ିଶା ପୁଣି ଥରେ ଗୌରବର ଶିଖରରେ ପହଞ୍ଚିବ ।: [40, 1566, 340, 1750]
- color-dot-cyan-2: [695, 2200, 709, 2214]
- sudoku-cell[interactable]: [1460, 1899, 1499, 1938]
- color-dot-yellow-2: [727, 2200, 741, 2214]
- sudoku-cell[interactable]: 6: [1305, 1899, 1344, 1938]
- sudoku-prev-cell: [1323, 2017, 1334, 2028]
- sudoku-prev-cell: [1312, 2050, 1323, 2061]
- sudoku-cell[interactable]: 6: [1421, 1782, 1460, 1821]
- reg-mark-cmyk-left-top: C M K: [13, 60, 23, 90]
- color-bar-gray-4: [1328, 2200, 1342, 2214]
- sudoku-prev-cell: [1312, 2017, 1323, 2028]
- sudoku-prev-cell: [1367, 2050, 1378, 2061]
- sudoku-cell[interactable]: 2: [1188, 1665, 1227, 1704]
- abhibharat-text: [40, 255, 340, 645]
- color-dot-black-1: [336, 2200, 350, 2214]
- sudoku-prev-cell: [1367, 2094, 1378, 2105]
- sudoku-cell[interactable]: [1343, 1821, 1382, 1860]
- sudoku-cell[interactable]: [1266, 1899, 1305, 1938]
- sudoku-cell[interactable]: [1227, 1743, 1266, 1782]
- sudoku-prev-cell: [1356, 2061, 1367, 2072]
- dharitri-25-logo: ପଚିଶ ବର୍ଷ ତଳର ଧରିତ୍ରୀ: [49, 667, 179, 719]
- sudoku-cell[interactable]: 7: [1227, 1626, 1266, 1665]
- color-dot-magenta-2: [711, 2200, 725, 2214]
- sudoku-prev-cell: [1301, 2028, 1312, 2039]
- abhibharat-title: ଏଇ ଭାରତରେ: [51, 208, 198, 238]
- sudoku-prev-cell: [1323, 2094, 1334, 2105]
- sudoku-prev-cell: [1367, 2017, 1378, 2028]
- sudoku-prev-row: [1301, 2006, 1400, 2017]
